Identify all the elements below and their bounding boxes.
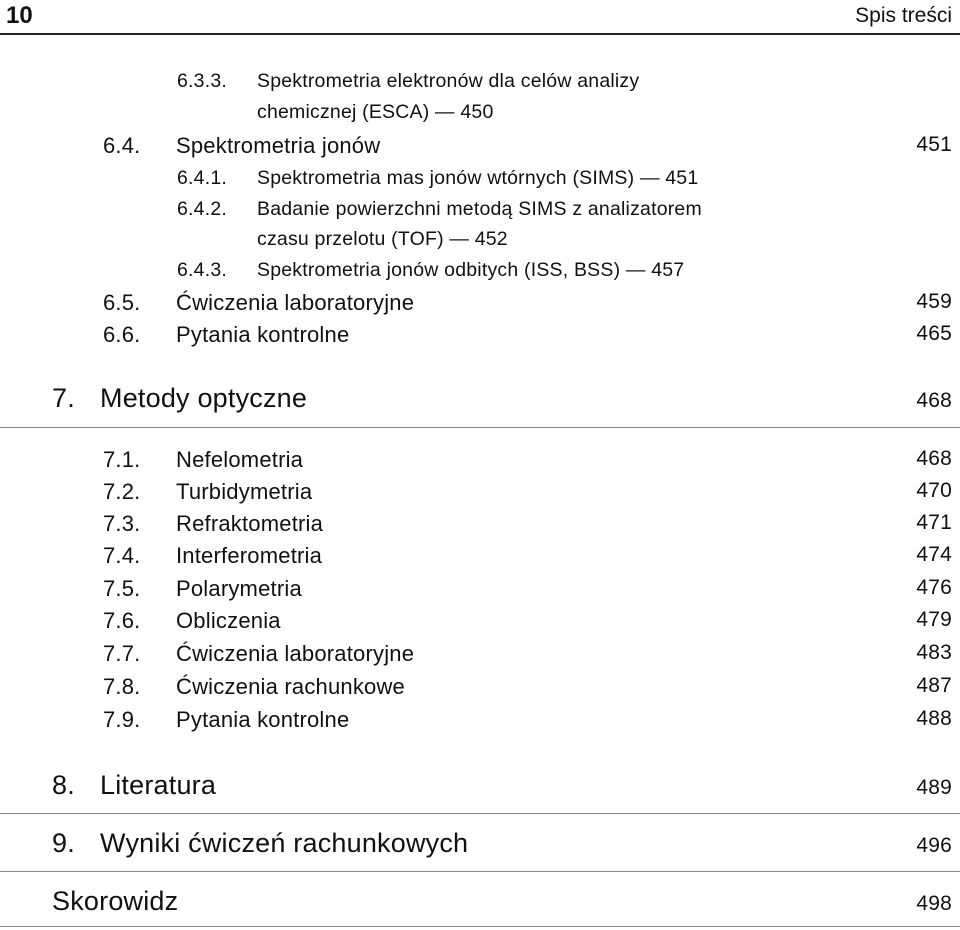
toc-entry-number: 6.4.2.: [177, 198, 227, 220]
toc-entry-number: 6.4.1.: [177, 167, 227, 189]
running-header-title: Spis treści: [855, 4, 952, 27]
toc-entry-title: Ćwiczenia laboratoryjne: [176, 641, 415, 666]
toc-entry-number: 7.3.: [103, 511, 141, 536]
chapter-divider: [0, 813, 960, 814]
toc-entry-page: 471: [916, 511, 952, 534]
toc-entry-number: 6.4.3.: [177, 259, 227, 281]
toc-entry-title: Spektrometria jonów odbitych (ISS, BSS) — 457: [257, 259, 685, 281]
chapter-divider: [0, 427, 960, 428]
toc-entry-page: 487: [916, 674, 952, 697]
toc-entry-title-cont: chemicznej (ESCA) — 450: [257, 101, 494, 123]
toc-entry-title: Turbidymetria: [176, 479, 313, 504]
toc-entry-number: 7.5.: [103, 576, 141, 601]
toc-entry-title: Refraktometria: [176, 511, 324, 536]
toc-chapter-number: 7.: [52, 383, 75, 413]
toc-entry-title: Badanie powierzchni metodą SIMS z analizatorem: [257, 198, 702, 220]
toc-entry-number: 6.4.: [103, 133, 141, 158]
chapter-divider: [0, 871, 960, 872]
toc-entry-number: 6.6.: [103, 322, 141, 347]
toc-entry-title: Ćwiczenia rachunkowe: [176, 674, 405, 699]
toc-entry-page: 474: [916, 543, 952, 566]
header-divider: [0, 33, 960, 35]
toc-entry-number: 6.5.: [103, 290, 141, 315]
toc-chapter-number: 9.: [52, 828, 75, 858]
toc-chapter-number: 8.: [52, 770, 75, 800]
toc-entry-title-cont: czasu przelotu (TOF) — 452: [257, 228, 508, 250]
toc-index-page: 498: [916, 892, 952, 915]
toc-entry-page: 483: [916, 641, 952, 664]
page-header: [0, 0, 960, 36]
toc-index-title: Skorowidz: [52, 886, 179, 916]
toc-entry-number: 7.4.: [103, 543, 141, 568]
toc-entry-page: 488: [916, 707, 952, 730]
toc-entry-page: 479: [916, 608, 952, 631]
toc-entry-title: Pytania kontrolne: [176, 322, 350, 347]
toc-entry-number: 7.7.: [103, 641, 141, 666]
toc-entry-title: Nefelometria: [176, 447, 304, 472]
toc-entry-title: Ćwiczenia laboratoryjne: [176, 290, 415, 315]
toc-entry-page: 468: [916, 447, 952, 470]
toc-entry-title: Obliczenia: [176, 608, 281, 633]
toc-chapter-page: 468: [916, 389, 952, 412]
toc-entry-number: 7.2.: [103, 479, 141, 504]
toc-entry-page: 470: [916, 479, 952, 502]
toc-chapter-title: Literatura: [100, 770, 217, 800]
toc-entry-number: 7.9.: [103, 707, 141, 732]
page-number: 10: [6, 2, 33, 29]
toc-entry-number: 7.6.: [103, 608, 141, 633]
toc-chapter-title: Wyniki ćwiczeń rachunkowych: [100, 828, 469, 858]
toc-chapter-page: 489: [916, 776, 952, 799]
toc-entry-title: Spektrometria jonów: [176, 133, 381, 158]
toc-entry-title: Pytania kontrolne: [176, 707, 350, 732]
toc-entry-title: Spektrometria elektronów dla celów analizy: [257, 70, 640, 92]
toc-entry-title: Polarymetria: [176, 576, 302, 601]
toc-entry-page: 476: [916, 576, 952, 599]
toc-entry-number: 7.8.: [103, 674, 141, 699]
toc-chapter-title: Metody optyczne: [100, 383, 308, 413]
toc-entry-number: 7.1.: [103, 447, 141, 472]
toc-entry-title: Spektrometria mas jonów wtórnych (SIMS) — 451: [257, 167, 699, 189]
toc-entry-number: 6.3.3.: [177, 70, 227, 92]
toc-entry-title: Interferometria: [176, 543, 323, 568]
toc-entry-page: 451: [916, 133, 952, 156]
toc-chapter-page: 496: [916, 834, 952, 857]
chapter-divider: [0, 926, 960, 927]
toc-entry-page: 459: [916, 290, 952, 313]
toc-entry-page: 465: [916, 322, 952, 345]
